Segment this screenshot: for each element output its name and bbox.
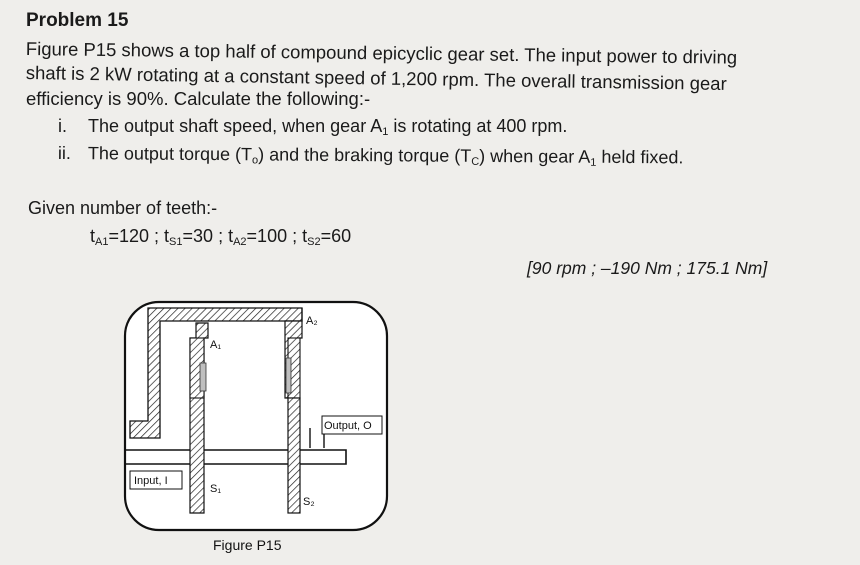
- item-text: ) when gear A: [479, 145, 591, 167]
- teeth-subscript: A2: [233, 236, 247, 248]
- label-s1: S₁: [210, 483, 222, 495]
- given-teeth-heading: Given number of teeth:-: [28, 198, 218, 218]
- label-a2: A₂: [306, 315, 318, 327]
- paragraph-line-3: efficiency is 90%. Calculate the following:-: [26, 88, 371, 109]
- paragraph-line-2: shaft is 2 kW rotating at a constant speed of 1,200 rpm. The overall transmission gear: [25, 62, 727, 95]
- label-input: Input, I: [134, 475, 168, 487]
- item-number: ii.: [57, 143, 71, 164]
- label-output: Output, O: [324, 420, 372, 432]
- item-text: The output torque (T: [87, 143, 253, 165]
- teeth-subscript: S2: [307, 236, 321, 248]
- sun-s2-shaft: [288, 398, 300, 513]
- gear-set-diagram: [110, 298, 395, 560]
- question-item-2: [58, 143, 684, 169]
- problem-title: Problem 15: [26, 10, 129, 31]
- subscript: 1: [590, 156, 597, 169]
- item-text: ) and the braking torque (T: [258, 144, 472, 166]
- answer-key: [90 rpm ; –190 Nm ; 175.1 Nm]: [527, 258, 768, 278]
- teeth-subscript: S1: [169, 236, 183, 248]
- item-number: i.: [58, 116, 67, 136]
- figure-caption: Figure P15: [213, 537, 282, 553]
- label-s2: S₂: [303, 496, 315, 508]
- teeth-value: =30: [182, 226, 214, 246]
- teeth-value: =120: [108, 226, 150, 246]
- teeth-value: =60: [320, 226, 352, 246]
- teeth-value: =100: [246, 226, 288, 246]
- teeth-symbol: ; t: [213, 226, 234, 246]
- item-text: held fixed.: [596, 146, 684, 168]
- subscript: 1: [382, 126, 389, 138]
- subscript: o: [251, 154, 259, 167]
- teeth-subscript: A1: [95, 236, 109, 248]
- planet-a2-bearing: [286, 358, 291, 393]
- item-text: is rotating at 400 rpm.: [388, 116, 568, 136]
- question-item-1: [58, 116, 567, 138]
- teeth-symbol: ; t: [149, 226, 170, 246]
- teeth-values: [90, 226, 351, 248]
- label-a1: A₁: [210, 339, 222, 351]
- planet-a1-bearing: [200, 363, 206, 391]
- item-text: The output shaft speed, when gear A: [88, 116, 383, 136]
- subscript: C: [471, 155, 480, 168]
- teeth-symbol: ; t: [287, 226, 308, 246]
- paragraph-line-1: Figure P15 shows a top half of compound epicyclic gear set. The input power to driving: [25, 38, 738, 68]
- teeth-symbol: t: [90, 226, 96, 246]
